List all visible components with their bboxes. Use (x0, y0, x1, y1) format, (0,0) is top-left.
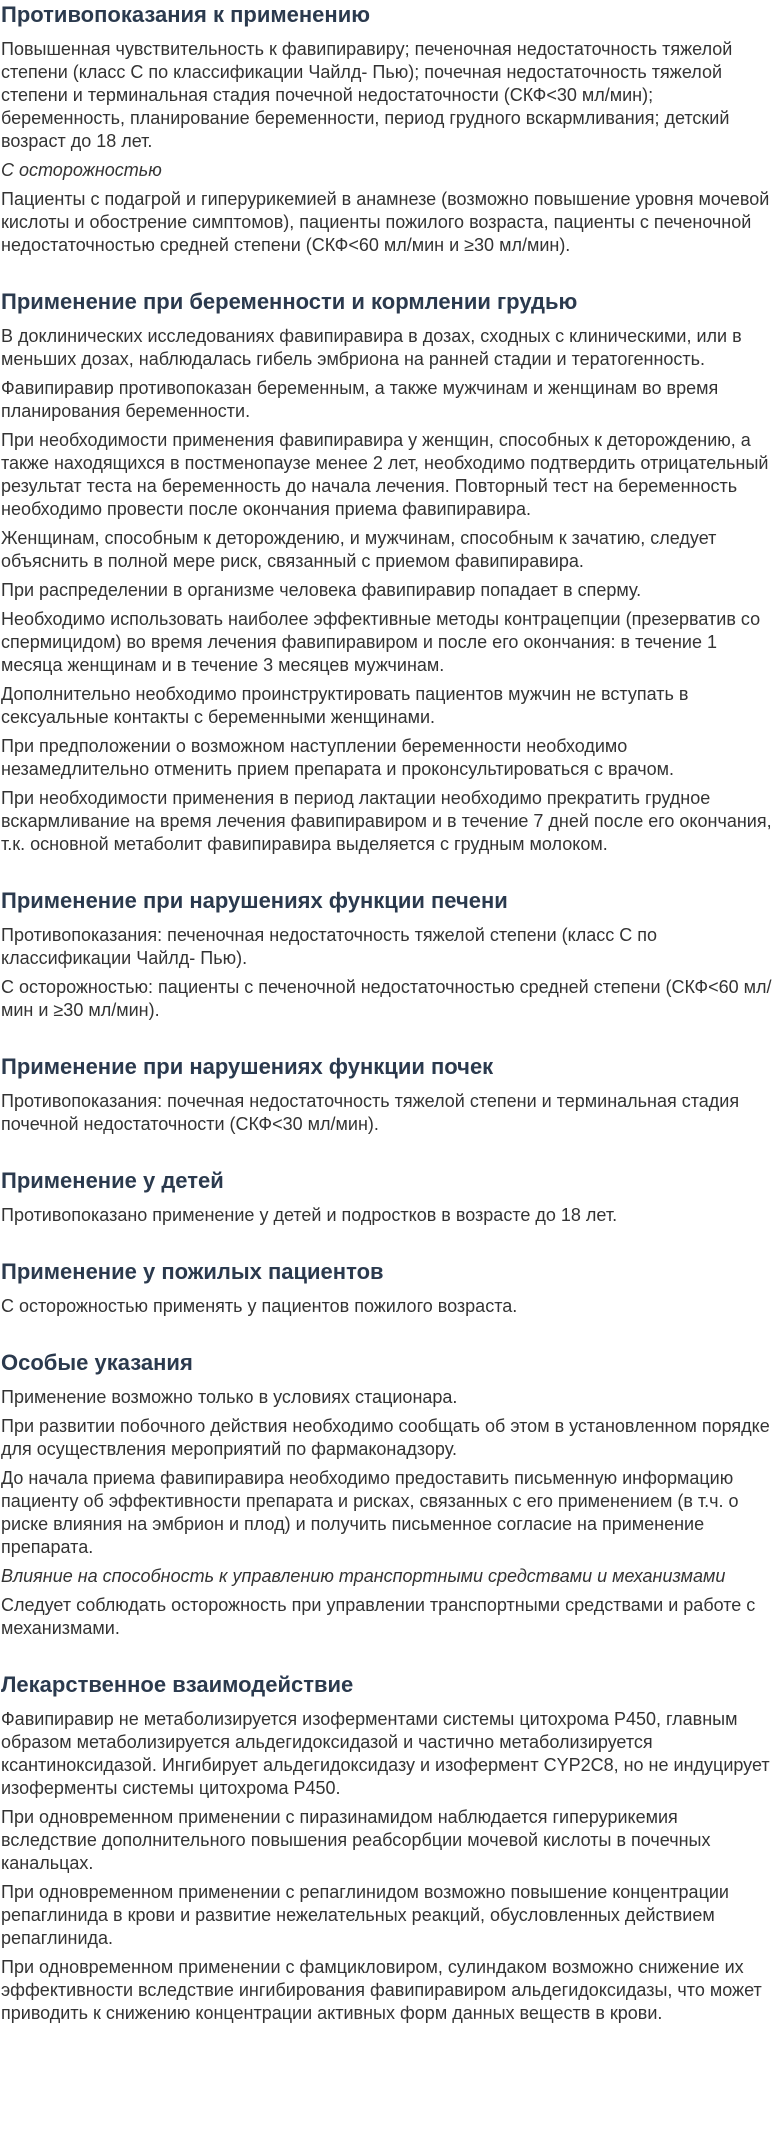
paragraph: При одновременном применении с фамцикловиром, сулиндаком возможно снижение их эффективности вследствие ингибирования фавипиравиром альдегидоксидазы, что может приводить к снижению концентрации активных форм данных веществ в крови. (1, 1957, 762, 2023)
paragraph: С осторожностью: пациенты с печеночной недостаточностью средней степени (СКФ<60 мл/мин и ≥30 мл/мин). (1, 977, 772, 1020)
paragraph: Необходимо использовать наиболее эффективные методы контрацепции (презерватив со спермицидом) во время лечения фавипиравиром и после его окончания: в течение 1 месяца женщинам и в течение 3 месяцев мужчинам. (1, 609, 761, 675)
paragraph: Фавипиравир не метаболизируется изоферментами системы цитохрома Р450, главным образом метаболизируется альдегидоксидазой и частично метаболизируется ксантиноксидазой. Ингибирует альдегидоксидазу и изофермент CYP2C8, но не индуцирует изоферменты системы цитохрома Р450. (1, 1709, 770, 1798)
paragraph: Применение возможно только в условиях стационара. (1, 1387, 458, 1407)
section-heading: Применение у пожилых пациентов (1, 1259, 384, 1284)
section-7 (1, 1348, 776, 1640)
section-1 (1, 0, 776, 257)
paragraph: Противопоказания: почечная недостаточность тяжелой степени и терминальная стадия почечной недостаточности (СКФ<30 мл/мин). (1, 1091, 740, 1134)
paragraph: В доклинических исследованиях фавипиравира в дозах, сходных с клиническими, или в меньших дозах, наблюдалась гибель эмбриона на ранней стадии и тератогенность. (1, 326, 742, 369)
paragraph: Противопоказано применение у детей и подростков в возрасте до 18 лет. (1, 1205, 618, 1225)
paragraph: При одновременном применении с репаглинидом возможно повышение концентрации репаглинида в крови и развитие нежелательных реакций, обусловленных действием репаглинида. (1, 1882, 729, 1948)
section-heading: Применение при беременности и кормлении грудью (1, 289, 578, 314)
paragraph: При необходимости применения фавипиравира у женщин, способных к деторождению, а также находящихся в постменопаузе менее 2 лет, необходимо подтвердить отрицательный результат теста на беременность до начала лечения. Повторный тест на беременность необходимо провести после окончания приема фавипиравира. (1, 430, 769, 519)
section-heading: Лекарственное взаимодействие (1, 1672, 354, 1697)
section-heading: Противопоказания к применению (1, 2, 371, 27)
section-4 (1, 1052, 776, 1136)
subsection-label: Влияние на способность к управлению транспортными средствами и механизмами (1, 1566, 726, 1586)
section-2 (1, 287, 776, 856)
paragraph: Женщинам, способным к деторождению, и мужчинам, способным к зачатию, следует объяснить в полной мере риск, связанный с приемом фавипиравира. (1, 528, 717, 571)
paragraph: При распределении в организме человека фавипиравир попадает в сперму. (1, 580, 642, 600)
paragraph: Пациенты с подагрой и гиперурикемией в анамнезе (возможно повышение уровня мочевой кислоты и обострение симптомов), пациенты пожилого возраста, пациенты с печеночной недостаточностью средней степени (СКФ<60 мл/мин и ≥30 мл/мин). (1, 189, 770, 255)
paragraph: При необходимости применения в период лактации необходимо прекратить грудное вскармливание на время лечения фавипиравиром и в течение 7 дней после его окончания, т.к. основной метаболит фавипиравира выделяется с грудным молоком. (1, 788, 772, 854)
section-3 (1, 886, 776, 1022)
paragraph: Противопоказания: печеночная недостаточность тяжелой степени (класс С по классификации Чайлд- Пью). (1, 925, 657, 968)
paragraph: Дополнительно необходимо проинструктировать пациентов мужчин не вступать в сексуальные контакты с беременными женщинами. (1, 684, 689, 727)
paragraph: Фавипиравир противопоказан беременным, а также мужчинам и женщинам во время планирования беременности. (1, 378, 719, 421)
paragraph: При одновременном применении с пиразинамидом наблюдается гиперурикемия вследствие дополнительного повышения реабсорбции мочевой кислоты в почечных канальцах. (1, 1807, 711, 1873)
section-heading: Применение при нарушениях функции почек (1, 1054, 494, 1079)
section-heading: Особые указания (1, 1350, 193, 1375)
section-heading: Применение при нарушениях функции печени (1, 888, 508, 913)
section-heading: Применение у детей (1, 1168, 224, 1193)
paragraph: При предположении о возможном наступлении беременности необходимо незамедлительно отменить прием препарата и проконсультироваться с врачом. (1, 736, 674, 779)
paragraph: Повышенная чувствительность к фавипиравиру; печеночная недостаточность тяжелой степени (класс С по классификации Чайлд- Пью); почечная недостаточность тяжелой степени и терминальная стадия почечной недостаточности (СКФ<30 мл/мин); беременность, планирование беременности, период грудного вскармливания; детский возраст до 18 лет. (1, 39, 733, 151)
paragraph: Следует соблюдать осторожность при управлении транспортными средствами и работе с механизмами. (1, 1595, 756, 1638)
paragraph: При развитии побочного действия необходимо сообщать об этом в установленном порядке для осуществления мероприятий по фармаконадзору. (1, 1416, 770, 1459)
section-5 (1, 1166, 776, 1227)
section-6 (1, 1257, 776, 1318)
section-8 (1, 1670, 776, 2025)
subsection-label: С осторожностью (1, 160, 162, 180)
paragraph: До начала приема фавипиравира необходимо предоставить письменную информацию пациенту об эффективности препарата и рисках, связанных с его применением (в т.ч. о риске влияния на эмбрион и плод) и получить письменное согласие на применение препарата. (1, 1468, 739, 1557)
paragraph: С осторожностью применять у пациентов пожилого возраста. (1, 1296, 518, 1316)
